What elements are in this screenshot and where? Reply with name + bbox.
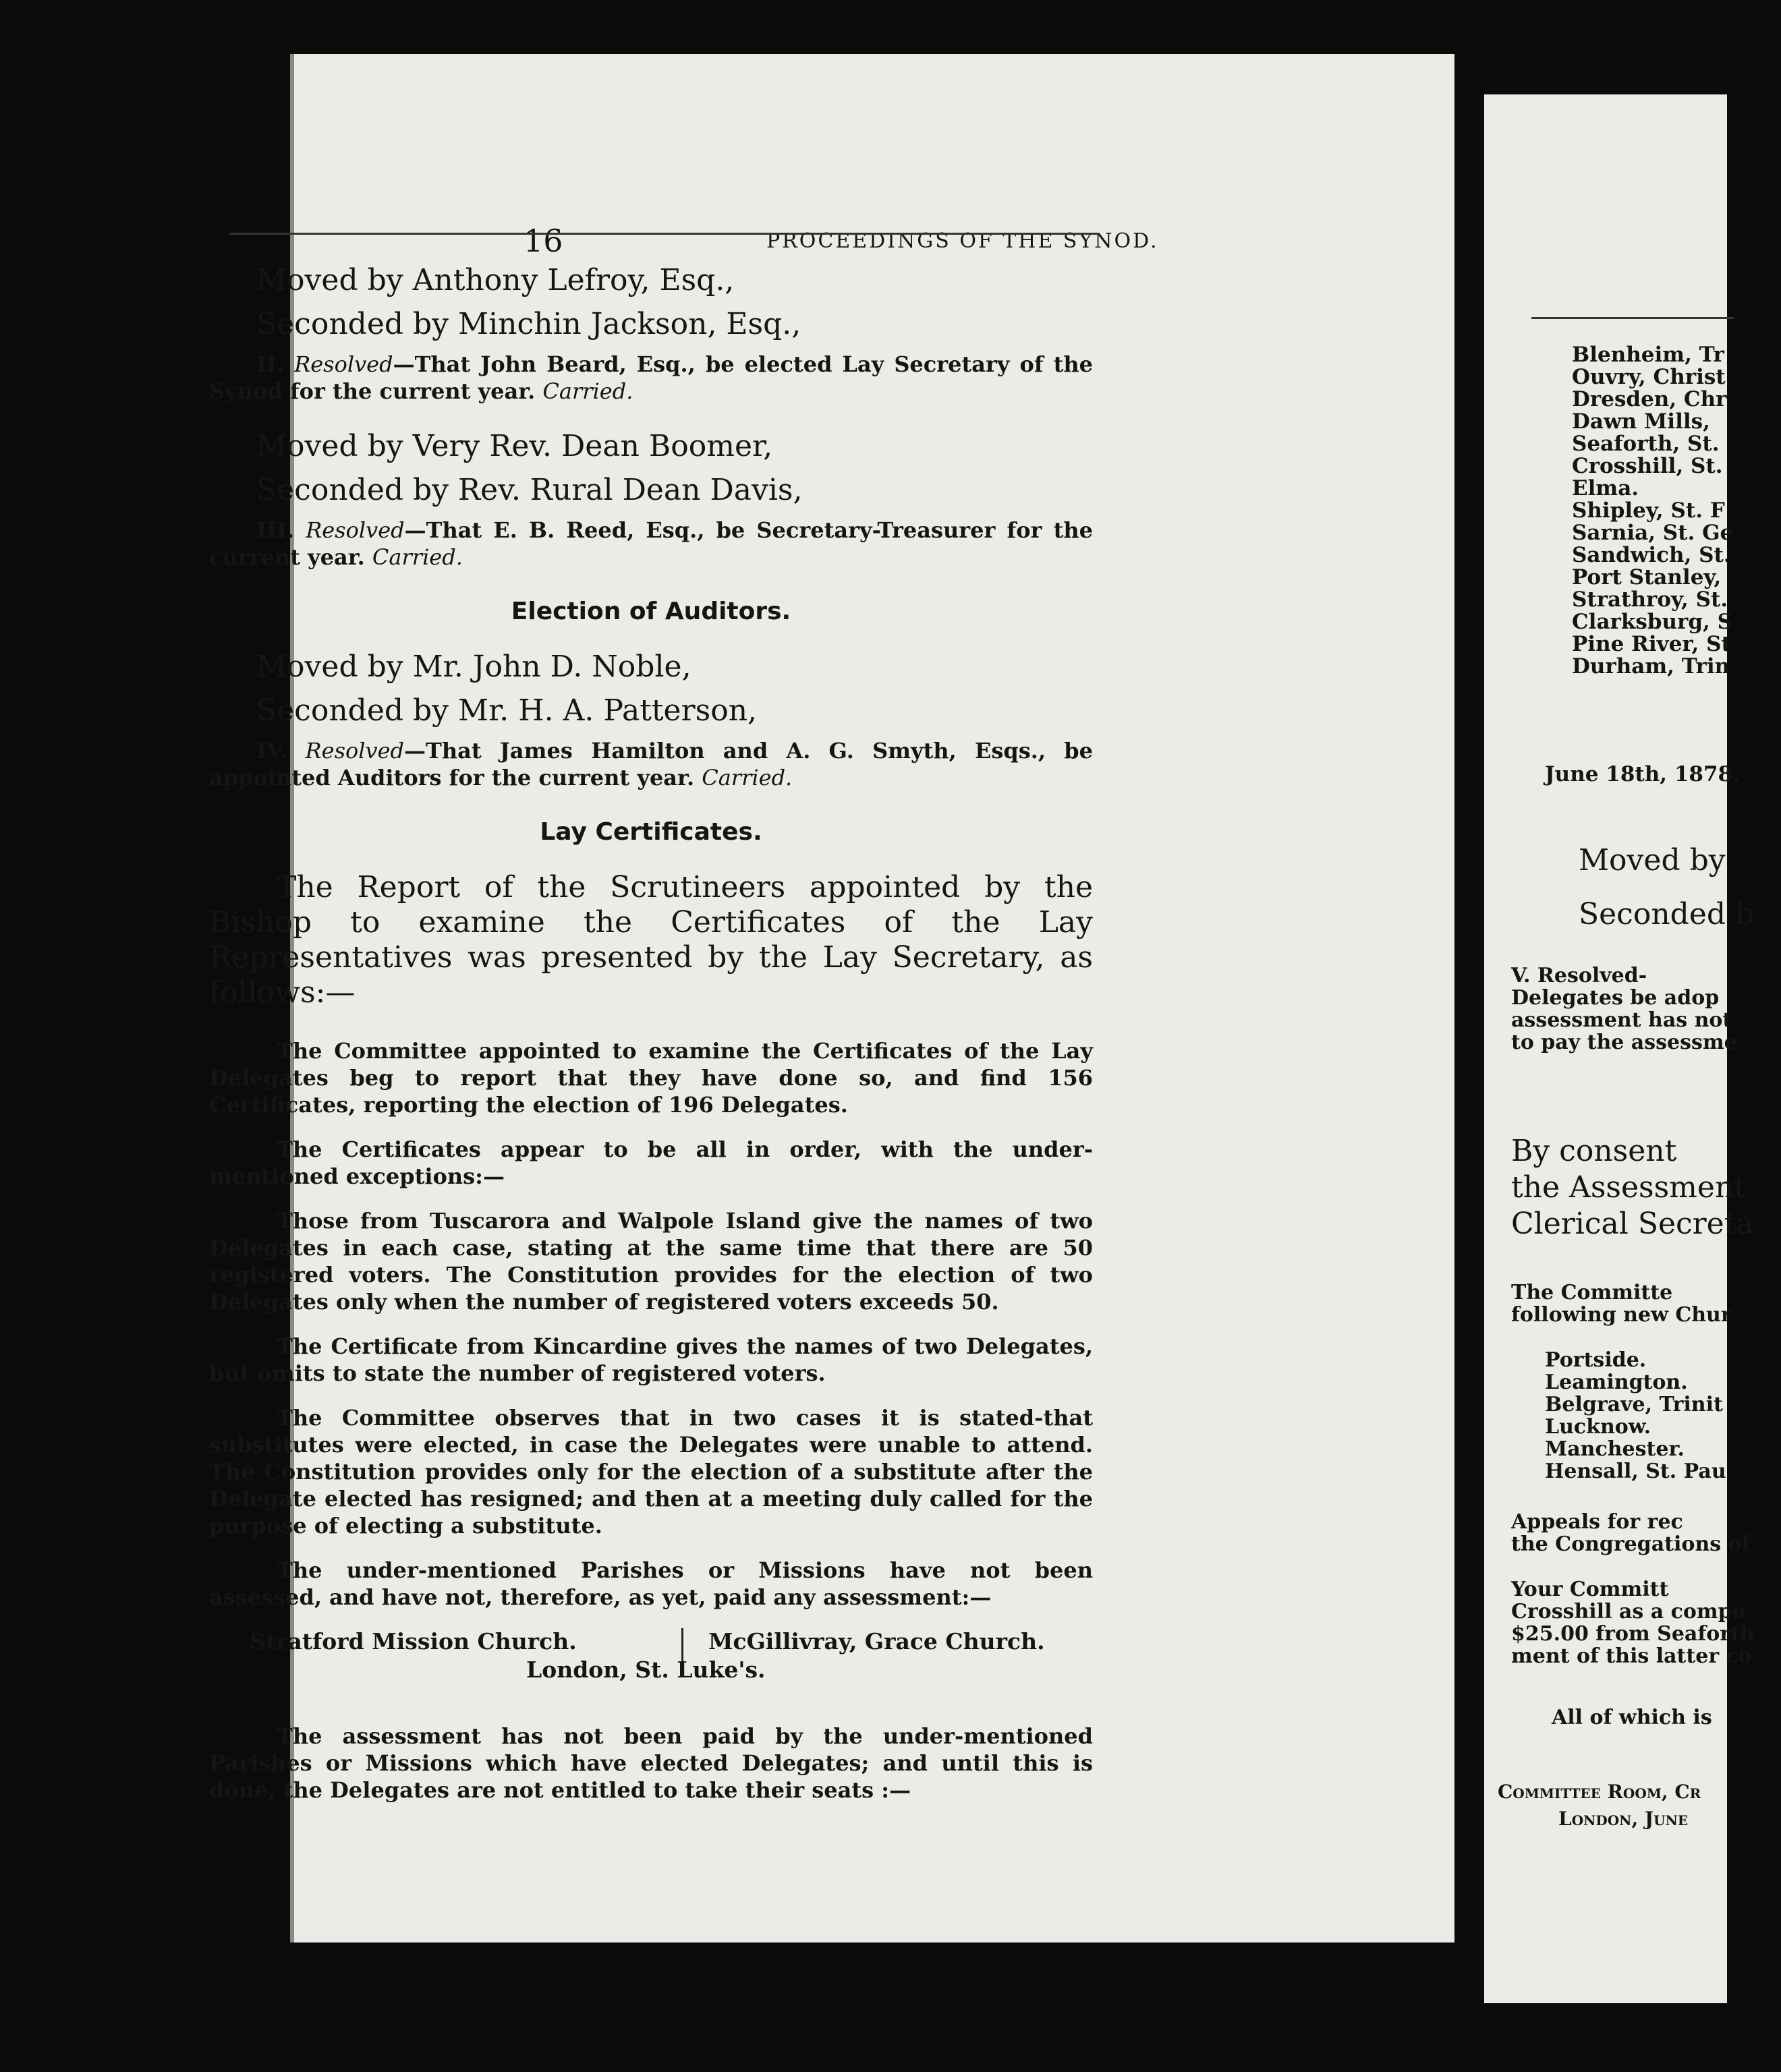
parish-item: Pine River, St [1572,632,1731,656]
parish-item: Dawn Mills, [1572,409,1710,434]
right-header-rule [1531,317,1734,319]
parish-item: Seaforth, St. [1572,432,1720,456]
carried-label: Carried. [542,378,633,404]
parish-item: Shipley, St. F [1572,498,1725,523]
consent-text [1511,1133,1754,1242]
right-page [1484,94,1755,2003]
parish-item: Elma. [1572,476,1639,500]
text-line: The Committe [1511,1281,1673,1304]
parish-item: Blenheim, Tr [1572,343,1724,367]
parish-item: Sandwich, St. [1572,543,1731,567]
text-line: assessment has not [1511,1008,1732,1032]
all-of-which: All of which is [1552,1706,1712,1729]
report-paragraph: The Certificates appear to be all in order, with the under-mentioned exceptions:— [209,1136,1093,1189]
moved-by: Moved by Mr. John D. Noble, [256,650,691,684]
report-intro: The Report of the Scrutineers appointed by the Bishop to examine the Certificates of the Lay Representatives was presented by the Lay Secretary, as follows:— [209,870,1093,1010]
carried-label: Carried. [372,544,463,570]
report-paragraph: Those from Tuscarora and Walpole Island give the names of two Delegates in each case, stating at the same time that there are 50 registered voters. The Constitution provides for the election of two Delegates only when the number of registered voters exceeds 50. [209,1208,1093,1315]
moved-by: Moved by Anthony Lefroy, Esq., [256,263,735,297]
seconded-by: Seconded b [1579,897,1755,931]
parish-item: Clarksburg, S [1572,610,1732,634]
london-date: London, June [1558,1808,1689,1830]
list-item: Manchester. [1545,1437,1685,1461]
seconded-by: Seconded by Rev. Rural Dean Davis, [256,473,803,507]
auditors-heading: Election of Auditors. [511,598,791,625]
running-head: PROCEEDINGS OF THE SYNOD. [766,229,1159,253]
resolved-label: Resolved [306,517,405,543]
unassessed-list [209,1628,1093,1702]
resolution-text [209,351,1093,405]
text-line: Appeals for rec [1511,1510,1683,1534]
parish-item: Crosshill, St. [1572,454,1723,478]
parish-item: Sarnia, St. Ge [1572,521,1734,545]
header-rule [229,233,1100,235]
unassessed-item: Stratford Mission Church. [250,1628,577,1654]
text-line: to pay the assessme [1511,1031,1737,1054]
resolved-label: Resolved [305,738,404,764]
resolution-text [209,517,1093,571]
resolution-body: —That John Beard, Esq., be elected Lay Secretary of the Synod for the current year. [209,351,1094,404]
text-line: By consent [1511,1134,1677,1168]
resolution-number: II. [256,351,285,377]
page-number: 16 [524,223,563,259]
committee-room: Committee Room, Cr [1498,1781,1701,1803]
resolved-label: Resolved [294,351,393,377]
text-line: Your Committ [1511,1578,1669,1601]
parish-item: Port Stanley, [1572,565,1722,589]
report-paragraph: The Committee observes that in two cases it is stated-that substitutes were elected, in case the Delegates were unable to attend. The Constitution provides only for the election of a substitute after the Delegate elected has resigned; and then at a meeting duly called for the purpose of electing a substitute. [209,1405,1093,1538]
list-item: Lucknow. [1545,1415,1651,1439]
resolution-body: —That E. B. Reed, Esq., be Secretary-Treasurer for the current year. [209,517,1093,570]
text-line: $25.00 from Seaforth [1511,1622,1755,1646]
your-committee-text [1511,1578,1755,1668]
resolution-text [1511,965,1741,1054]
parish-item: Durham, Trin [1572,654,1730,679]
text-line: Crosshill as a compo [1511,1600,1746,1623]
resolution-number: III. [256,517,295,543]
motion-2 [209,263,1093,405]
motion-4 [209,650,1093,791]
new-church-list [1545,1349,1774,1483]
text-line: the Assessment [1511,1170,1746,1205]
list-item: Portside. [1545,1348,1647,1372]
report-paragraph: The Certificate from Kincardine gives the names of two Delegates, but omits to state the number of registered voters. [209,1333,1093,1386]
page-body [209,263,1093,1821]
text-line: ment of this latter co [1511,1644,1752,1668]
appeals-text [1511,1510,1751,1556]
resolution-body: —That James Hamilton and A. G. Smyth, Esqs., be appointed Auditors for the current year. [209,738,1094,790]
report-paragraph: The Committee appointed to examine the Certificates of the Lay Delegates beg to report that they have done so, and find 156 Certificates, reporting the election of 196 Delegates. [209,1038,1093,1118]
list-item: Leamington. [1545,1371,1688,1394]
parish-item: Ouvry, Christ [1572,365,1726,389]
text-line: Delegates be adop [1511,986,1720,1010]
list-item: Belgrave, Trinit [1545,1393,1723,1416]
report-paragraph: The under-mentioned Parishes or Missions have not been assessed, and have not, therefore, as yet, paid any assessment:— [209,1557,1093,1610]
resolution-number: IV. [256,738,287,764]
text-line: the Congregations of [1511,1532,1751,1556]
unassessed-item: McGillivray, Grace Church. [708,1628,1045,1654]
committee-text [1511,1282,1741,1326]
resolution-text [209,737,1093,791]
report-date: June 18th, 1878. [1545,762,1740,786]
text-line: following new Chur [1511,1303,1732,1327]
unassessed-item: London, St. Luke's. [526,1657,766,1683]
moved-by: Moved by Very Rev. Dean Boomer, [256,429,773,463]
list-item: Hensall, St. Pau [1545,1460,1726,1483]
lay-certificates-heading: Lay Certificates. [540,818,762,846]
text-line: Clerical Secreta [1511,1207,1754,1241]
text-line: V. Resolved- [1511,964,1647,987]
motion-3 [209,429,1093,571]
parish-item: Strathroy, St. [1572,587,1728,612]
parish-list [1572,344,1733,678]
carried-label: Carried. [702,765,793,790]
report-closing: The assessment has not been paid by the under-mentioned Parishes or Missions which have elected Delegates; and until this is done, the Delegates are not entitled to take their seats :— [209,1723,1093,1803]
seconded-by: Seconded by Minchin Jackson, Esq., [256,307,801,341]
seconded-by: Seconded by Mr. H. A. Patterson, [256,693,758,728]
moved-by: Moved by [1579,843,1726,877]
parish-item: Dresden, Chr [1572,387,1727,411]
